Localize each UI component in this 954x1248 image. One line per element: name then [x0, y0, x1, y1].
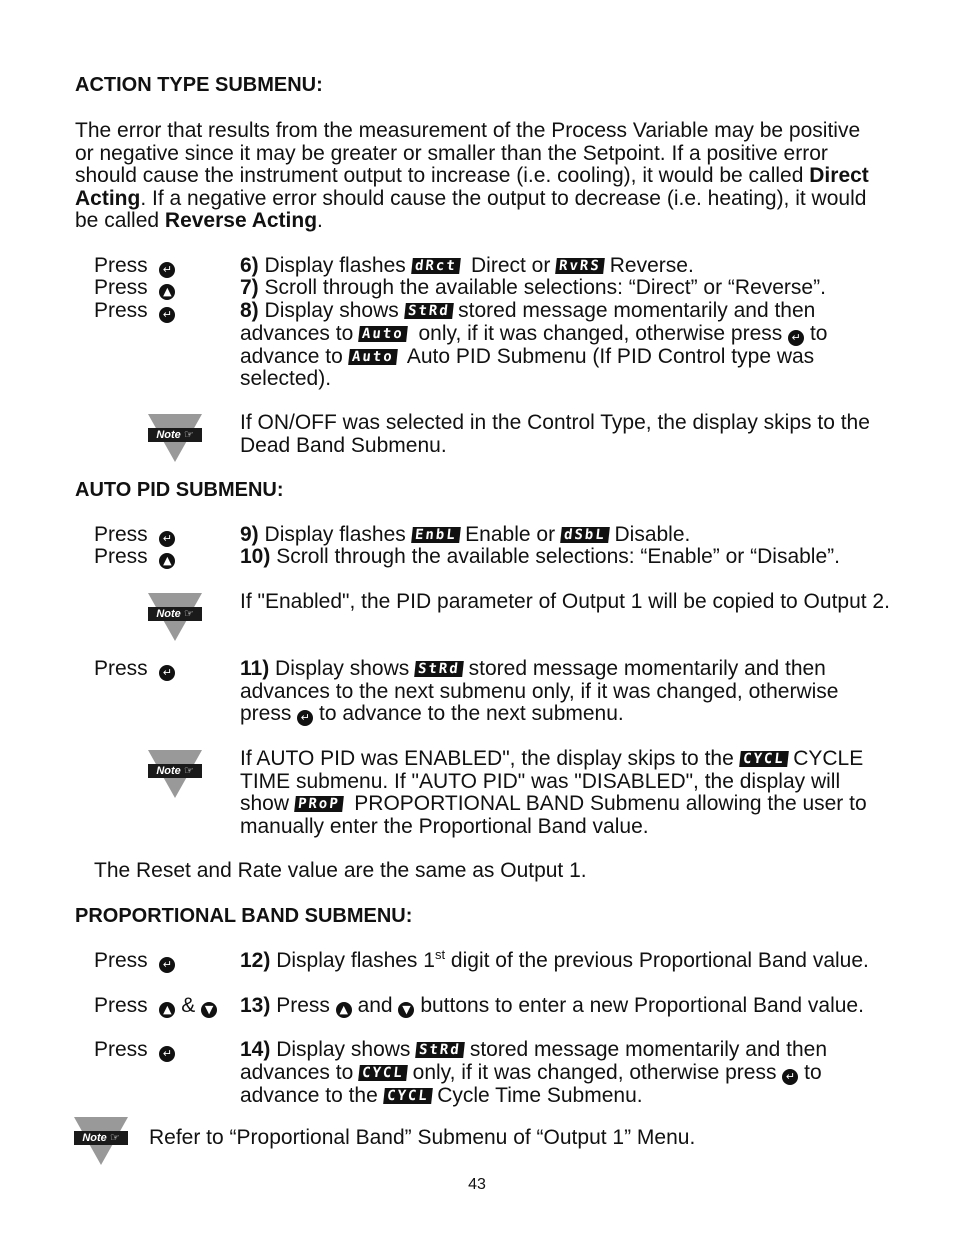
press-label-14: Press ↵: [94, 1039, 175, 1062]
max-button-icon: ↵: [788, 330, 804, 346]
section-heading-auto-pid: AUTO PID SUBMENU:: [75, 479, 284, 501]
enter-button-icon: ↵: [159, 307, 175, 323]
enter-button-icon: ↵: [159, 262, 175, 278]
direct-acting-term: Direct Acting: [75, 164, 869, 210]
max-button-icon: ↵: [782, 1069, 798, 1085]
down-button-icon: ▼: [398, 1002, 414, 1018]
enter-button-icon: ↵: [159, 1046, 175, 1062]
press-label-9: Press ↵: [94, 524, 175, 547]
press-label-7: Press ▲: [94, 277, 175, 300]
lcd-strd: StRd: [414, 661, 463, 677]
note-icon: Note ☞: [148, 593, 202, 645]
page-number: 43: [468, 1176, 486, 1193]
lcd-auto: Auto: [358, 326, 407, 342]
lcd-cycl: CYCL: [739, 751, 788, 767]
up-button-icon: ▲: [159, 553, 175, 569]
enter-button-icon: ↵: [159, 665, 175, 681]
note-icon: Note ☞: [148, 414, 202, 466]
press-label-10: Press ▲: [94, 546, 175, 569]
step-13: 13) Press ▲ and ▼ buttons to enter a new Proportional Band value.: [240, 994, 864, 1017]
down-button-icon: ▼: [201, 1002, 217, 1018]
lcd-auto: Auto: [348, 349, 397, 365]
note-icon: Note ☞: [148, 750, 202, 802]
lcd-dsbl: dSbL: [560, 527, 609, 543]
step-9: 9) Display flashes EnbL Enable or dSbL Disable.: [240, 523, 691, 546]
step-7: 7) Scroll through the available selections: “Direct” or “Reverse”.: [240, 276, 826, 299]
press-label-6: Press ↵: [94, 255, 175, 278]
intro-text-3: .: [317, 209, 323, 232]
lcd-drct: dRct: [411, 258, 460, 274]
action-intro-paragraph: [75, 120, 875, 233]
step-10: 10) Scroll through the available selections: “Enable” or “Disable”.: [240, 545, 840, 568]
press-label-13: Press ▲ & ▼: [94, 995, 217, 1018]
step-12: 12) Display flashes 1st digit of the previous Proportional Band value.: [240, 947, 869, 972]
section-heading-action-type: ACTION TYPE SUBMENU:: [75, 74, 323, 96]
lcd-cycl: CYCL: [383, 1088, 432, 1104]
note-icon: Note ☞: [74, 1117, 128, 1169]
step-14: 14) Display shows StRd stored message momentarily and then advances to CYCL only, if it was changed, otherwise press ↵ to advance to the CYCL Cycle Time Submenu.: [240, 1038, 828, 1107]
section-heading-prop-band: PROPORTIONAL BAND SUBMENU:: [75, 905, 413, 927]
lcd-enbl: EnbL: [411, 527, 460, 543]
press-label-11: Press ↵: [94, 658, 175, 681]
enter-button-icon: ↵: [159, 531, 175, 547]
up-button-icon: ▲: [159, 284, 175, 300]
step-11: 11) Display shows StRd stored message momentarily and then advances to the next submenu only, if it was changed, otherwise press ↵ to advance to the next submenu.: [240, 657, 839, 725]
up-button-icon: ▲: [336, 1002, 352, 1018]
lcd-strd: StRd: [415, 1042, 464, 1058]
note-3-text: If AUTO PID was ENABLED", the display skips to the CYCL CYCLE TIME submenu. If "AUTO PID" was "DISABLED", the display will show PRoP PROPORTIONAL BAND Submenu allowing the user to manually enter the Proportional Band value.: [240, 747, 867, 838]
up-button-icon: ▲: [159, 1002, 175, 1018]
step-6: 6) Display flashes dRct Direct or RvRS Reverse.: [240, 254, 694, 277]
intro-text-2: . If a negative error should cause the output to decrease (i.e. heating), it would be called: [75, 186, 867, 232]
press-label-12: Press ↵: [94, 950, 175, 973]
lcd-strd: StRd: [404, 303, 453, 319]
note-1-text: If ON/OFF was selected in the Control Type, the display skips to the Dead Band Submenu.: [240, 411, 870, 457]
reset-rate-text: The Reset and Rate value are the same as Output 1.: [94, 859, 587, 882]
lcd-cycl: CYCL: [358, 1065, 407, 1081]
press-label-8: Press ↵: [94, 300, 175, 323]
max-button-icon: ↵: [297, 710, 313, 726]
reverse-acting-term: Reverse Acting: [164, 209, 318, 232]
note-2-text: If "Enabled", the PID parameter of Output 1 will be copied to Output 2.: [240, 590, 890, 613]
intro-text-1: The error that results from the measurement of the Process Variable may be positive or negative since it may be greater or smaller than the Setpoint. If a positive error should cause the instrument output to increase (i.e. cooling), it would be called: [75, 119, 861, 187]
lcd-prop: PRoP: [294, 796, 343, 812]
note-4-text: Refer to “Proportional Band” Submenu of “Output 1” Menu.: [149, 1126, 696, 1149]
enter-button-icon: ↵: [159, 957, 175, 973]
lcd-rvrs: RvRS: [555, 258, 604, 274]
step-8: 8) Display shows StRd stored message momentarily and then advances to Auto only, if it was changed, otherwise press ↵ to advance to Auto Auto PID Submenu (If PID Control type was selected).: [240, 299, 828, 390]
